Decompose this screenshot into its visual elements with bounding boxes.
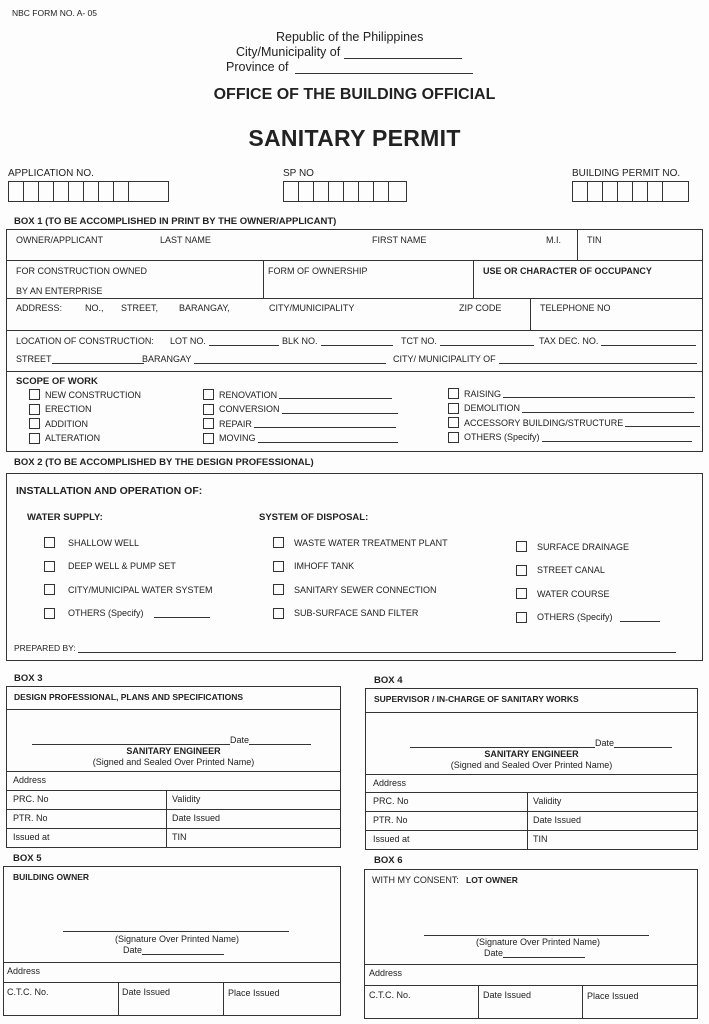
box4-issued-at-label: Issued at [373,834,410,844]
checkbox[interactable] [448,388,459,399]
barangay-input[interactable] [194,355,386,364]
box4-heading: SUPERVISOR / IN-CHARGE OF SANITARY WORKS [374,694,579,704]
specify-input[interactable] [503,389,695,398]
checkbox-option[interactable] [273,561,354,572]
box1-heading: BOX 1 (TO BE ACCOMPLISHED IN PRINT BY THE OWNER/APPLICANT) [14,216,337,227]
prepared-by-input[interactable] [78,644,676,653]
sp-no-input[interactable] [283,181,407,202]
specify-input[interactable] [620,613,660,622]
divider [3,962,341,963]
installation-heading: INSTALLATION AND OPERATION OF: [16,485,203,497]
checkbox-option[interactable] [29,404,92,415]
checkbox-label: ADDITION [45,418,89,429]
box4-date-issued-label: Date Issued [533,815,582,825]
city-label: City/Municipality of [236,45,341,59]
checkbox-label: NEW CONSTRUCTION [45,389,141,400]
number-cell[interactable] [69,182,84,201]
checkbox[interactable] [203,404,214,415]
divider [6,330,703,331]
page-title: SANITARY PERMIT [248,125,461,151]
checkbox-label: RENOVATION [219,389,278,400]
tax-dec-input[interactable] [601,337,696,346]
checkbox-label: CONVERSION [219,404,280,414]
owner-name-input[interactable] [16,245,571,259]
divider [3,982,341,983]
box4-label: BOX 4 [374,675,403,686]
street-input[interactable] [52,355,144,364]
box3-signature-line[interactable] [32,744,230,745]
application-no-input[interactable] [8,181,169,202]
blk-no-label: BLK NO. [282,336,318,346]
checkbox-option[interactable] [203,433,398,444]
specify-input[interactable] [258,434,398,443]
telephone-input[interactable] [535,315,698,329]
checkbox-label: OTHERS (Specify) [537,612,613,622]
lot-no-label: LOT NO. [170,336,206,346]
checkbox[interactable] [516,565,527,576]
divider [263,260,264,298]
box4-ptr-label: PTR. No [373,815,408,825]
box5-date-input[interactable] [142,946,224,955]
checkbox-label: WATER COURSE [537,588,610,599]
checkbox-option[interactable] [448,432,692,443]
box4-date-input[interactable] [614,739,672,748]
checkbox-option[interactable] [44,584,213,595]
number-cell[interactable] [9,182,24,201]
checkbox[interactable] [44,537,55,548]
number-cell[interactable] [329,182,344,201]
checkbox[interactable] [44,561,55,572]
checkbox[interactable] [273,537,284,548]
divider [6,298,703,299]
checkbox-option[interactable] [448,403,694,414]
checkbox-option[interactable] [44,561,176,572]
box5-label: BOX 5 [13,853,42,864]
box6-date-input[interactable] [503,949,585,958]
city-of-label: CITY/ MUNICIPALITY OF [393,354,496,364]
box3-date-issued-label: Date Issued [172,813,221,823]
checkbox-label: ALTERATION [45,433,101,443]
checkbox-label: STREET CANAL [537,565,605,575]
box6-consent-label: WITH MY CONSENT: [372,875,459,885]
owner-applicant-label: OWNER/APPLICANT [16,235,104,245]
blk-no-field [282,336,393,346]
divider [364,964,698,965]
box3-address-label: Address [13,775,47,785]
box3-date-label: Date [230,735,250,745]
box6-signature-line[interactable] [424,935,649,936]
box6-ctc-label: C.T.C. No. [369,990,411,1000]
tax-dec-field [539,336,696,346]
checkbox-option[interactable] [203,418,396,429]
box3-sign-note: (Signed and Sealed Over Printed Name) [92,757,255,767]
telephone-label: TELEPHONE NO [540,303,611,313]
zip-code-label: ZIP CODE [459,303,502,313]
number-cell[interactable] [588,182,603,201]
checkbox[interactable] [44,608,55,619]
specify-input[interactable] [154,609,210,618]
divider [365,830,698,831]
location-label: LOCATION OF CONSTRUCTION: [16,336,154,346]
specify-input[interactable] [625,418,700,427]
box6-label: BOX 6 [374,855,403,866]
number-cell[interactable] [633,182,648,201]
divider [365,712,698,713]
box5-date-field [123,945,224,955]
checkbox[interactable] [516,588,527,599]
checkbox-option[interactable] [44,608,210,619]
checkbox-option[interactable] [273,608,418,619]
specify-input[interactable] [282,405,398,414]
divider [365,811,698,812]
divider [6,709,341,710]
first-name-label: FIRST NAME [372,235,427,245]
number-cell[interactable] [39,182,54,201]
checkbox-label: DEMOLITION [464,403,521,413]
checkbox-option[interactable] [273,537,448,548]
number-cell[interactable] [618,182,633,201]
location-row-1 [16,336,154,346]
form-number: NBC FORM NO. A- 05 [12,8,98,18]
checkbox-label: REPAIR [219,418,252,429]
checkbox-label: OTHERS (Specify) [68,608,144,618]
box4-prc-label: PRC. No [373,796,409,806]
checkbox-option[interactable] [516,541,629,552]
water-supply-heading: WATER SUPPLY: [27,512,103,523]
checkbox-label: SHALLOW WELL [68,537,140,548]
checkbox-option[interactable] [203,389,392,400]
checkbox-label: OTHERS (Specify) [464,432,540,442]
number-cell[interactable] [114,182,129,201]
divider [6,809,341,810]
number-cell[interactable] [24,182,39,201]
number-cell[interactable] [314,182,329,201]
checkbox-option[interactable] [29,389,141,400]
box4-date-field [595,738,672,748]
use-of-occupancy-input[interactable] [478,278,698,296]
number-cell[interactable] [284,182,299,201]
specify-input[interactable] [254,419,396,428]
lot-no-field [170,336,279,346]
checkbox-option[interactable] [203,404,398,415]
box4-validity-label: Validity [533,796,562,806]
mi-label: M.I. [546,235,561,245]
box3-heading: DESIGN PROFESSIONAL, PLANS AND SPECIFICATIONS [14,692,244,702]
checkbox-option[interactable] [448,417,700,428]
checkbox-label: SUB-SURFACE SAND FILTER [294,608,419,618]
divider [473,260,474,298]
specify-input[interactable] [279,390,392,399]
disposal-heading: SYSTEM OF DISPOSAL: [259,512,369,523]
checkbox[interactable] [29,404,40,415]
lot-no-input[interactable] [209,337,279,346]
province-input[interactable] [295,62,473,74]
divider [223,982,224,1016]
address-barangay-label: BARANGAY, [179,303,230,313]
divider [527,792,528,850]
divider [478,985,479,1019]
checkbox-label: SANITARY SEWER CONNECTION [294,584,437,595]
box6-address-label: Address [369,968,403,978]
box4-signature-line[interactable] [410,747,595,748]
checkbox[interactable] [29,418,40,429]
divider [6,260,703,261]
address-city-label: CITY/MUNICIPALITY [269,303,355,313]
use-of-occupancy-label: USE OR CHARACTER OF OCCUPANCY [483,266,652,276]
box3-issued-at-label: Issued at [13,832,50,842]
box5-ctc-label: C.T.C. No. [7,987,49,997]
checkbox[interactable] [448,417,459,428]
form-of-ownership-label: FORM OF OWNERSHIP [268,266,368,276]
box6-date-label: Date [484,948,504,958]
box4-role: SANITARY ENGINEER [484,749,579,759]
number-cell[interactable] [359,182,374,201]
box5-address-label: Address [7,966,41,976]
box3-prc-label: PRC. No [13,794,49,804]
city-of-input[interactable] [499,355,697,364]
divider [577,229,578,260]
checkbox[interactable] [516,541,527,552]
street-field [16,354,144,364]
address-input[interactable] [16,315,524,329]
checkbox[interactable] [273,584,284,595]
box3-role: SANITARY ENGINEER [126,746,221,756]
barangay-label: BARANGAY [142,354,192,364]
checkbox[interactable] [273,608,284,619]
number-cell[interactable] [129,182,144,201]
checkbox[interactable] [448,403,459,414]
checkbox-option[interactable] [516,565,605,576]
scope-of-work-heading: SCOPE OF WORK [16,376,98,387]
checkbox-label: WASTE WATER TREATMENT PLANT [294,537,448,548]
divider [365,792,698,793]
number-cell[interactable] [374,182,389,201]
box5-signature-line[interactable] [63,931,289,932]
number-cell[interactable] [54,182,69,201]
address-no-label: NO., [85,303,104,313]
box6-sign-note: (Signature Over Printed Name) [476,937,601,947]
checkbox-label: RAISING [464,388,502,399]
box6-date-field [484,948,585,958]
republic-line: Republic of the Philippines [276,30,424,44]
by-enterprise-label: BY AN ENTERPRISE [16,286,103,296]
divider [6,828,341,829]
checkbox-option[interactable] [516,588,610,599]
number-cell[interactable] [99,182,114,201]
checkbox[interactable] [448,432,459,443]
checkbox-label: DEEP WELL & PUMP SET [68,561,176,571]
tct-no-input[interactable] [440,337,534,346]
divider [6,771,341,772]
number-cell[interactable] [648,182,663,201]
divider [6,371,703,372]
divider [166,790,167,848]
checkbox-option[interactable] [448,388,695,399]
box4-sign-note: (Signed and Sealed Over Printed Name) [450,760,613,770]
number-cell[interactable] [344,182,359,201]
address-label: ADDRESS: [16,303,63,313]
checkbox-option[interactable] [29,433,100,444]
number-cell[interactable] [663,182,678,201]
last-name-label: LAST NAME [160,235,211,245]
checkbox[interactable] [516,612,527,623]
box4-address-label: Address [373,778,407,788]
specify-input[interactable] [542,433,692,442]
box5-date-issued-label: Date Issued [122,987,171,997]
box2-heading: BOX 2 (TO BE ACCOMPLISHED BY THE DESIGN PROFESSIONAL) [14,457,314,468]
divider [530,298,531,330]
checkbox-option[interactable] [273,584,437,595]
number-cell[interactable] [389,182,404,201]
box3-ptr-label: PTR. No [13,813,48,823]
barangay-field [142,354,386,364]
box5-place-issued-label: Place Issued [228,988,280,998]
checkbox-option[interactable] [44,537,139,548]
divider [365,774,698,775]
box3-tin-label: TIN [172,832,187,842]
checkbox[interactable] [29,389,40,400]
prepared-by-label: PREPARED BY: [14,643,76,653]
checkbox-option[interactable] [516,612,660,623]
checkbox[interactable] [29,433,40,444]
number-cell[interactable] [603,182,618,201]
street-label: STREET [16,354,52,364]
box3-date-field [230,735,311,745]
application-no-label: APPLICATION NO. [8,168,94,179]
city-of-field [393,354,697,364]
tct-no-field [401,336,534,346]
office-heading: OFFICE OF THE BUILDING OFFICIAL [213,86,496,103]
divider [364,985,698,986]
checkbox-label: IMHOFF TANK [294,561,355,571]
tin-input[interactable] [581,245,699,259]
checkbox-label: CITY/MUNICIPAL WATER SYSTEM [68,584,213,595]
divider [582,985,583,1019]
checkbox[interactable] [203,418,214,429]
divider [118,982,119,1016]
checkbox[interactable] [273,561,284,572]
address-street-label: STREET, [121,303,159,313]
checkbox[interactable] [203,389,214,400]
box6-place-issued-label: Place Issued [587,991,639,1001]
province-label: Province of [226,60,289,74]
box5-date-label: Date [123,945,143,955]
checkbox-option[interactable] [29,418,88,429]
checkbox-label: SURFACE DRAINAGE [537,541,630,552]
number-cell[interactable] [84,182,99,201]
checkbox[interactable] [203,433,214,444]
blk-no-input[interactable] [321,337,393,346]
box3-frame [6,686,341,848]
province-line [226,60,473,74]
number-cell[interactable] [299,182,314,201]
checkbox-label: MOVING [219,433,256,443]
box4-date-label: Date [595,738,615,748]
box3-date-input[interactable] [249,736,311,745]
box6-date-issued-label: Date Issued [483,990,532,1000]
box3-validity-label: Validity [172,794,201,804]
building-permit-no-input[interactable] [572,181,689,202]
prepared-by-field [14,643,676,653]
sp-no-label: SP NO [283,168,314,179]
specify-input[interactable] [522,404,694,413]
city-input[interactable] [344,47,462,59]
checkbox-label: ACCESSORY BUILDING/STRUCTURE [464,417,624,428]
box5-heading: BUILDING OWNER [13,872,90,882]
number-cell[interactable] [573,182,588,201]
divider [6,790,341,791]
box3-label: BOX 3 [14,673,43,684]
box4-tin-label: TIN [533,834,548,844]
box6-heading: LOT OWNER [466,875,518,885]
form-of-ownership-input[interactable] [268,278,468,296]
city-line [236,45,462,59]
construction-owned-label: FOR CONSTRUCTION OWNED [16,266,147,276]
checkbox[interactable] [44,584,55,595]
box5-sign-note: (Signature Over Printed Name) [115,934,240,944]
tct-no-label: TCT NO. [401,336,437,346]
checkbox-label: ERECTION [45,404,92,414]
tin-label: TIN [587,235,602,245]
building-permit-no-label: BUILDING PERMIT NO. [572,168,681,179]
tax-dec-label: TAX DEC. NO. [539,336,599,346]
